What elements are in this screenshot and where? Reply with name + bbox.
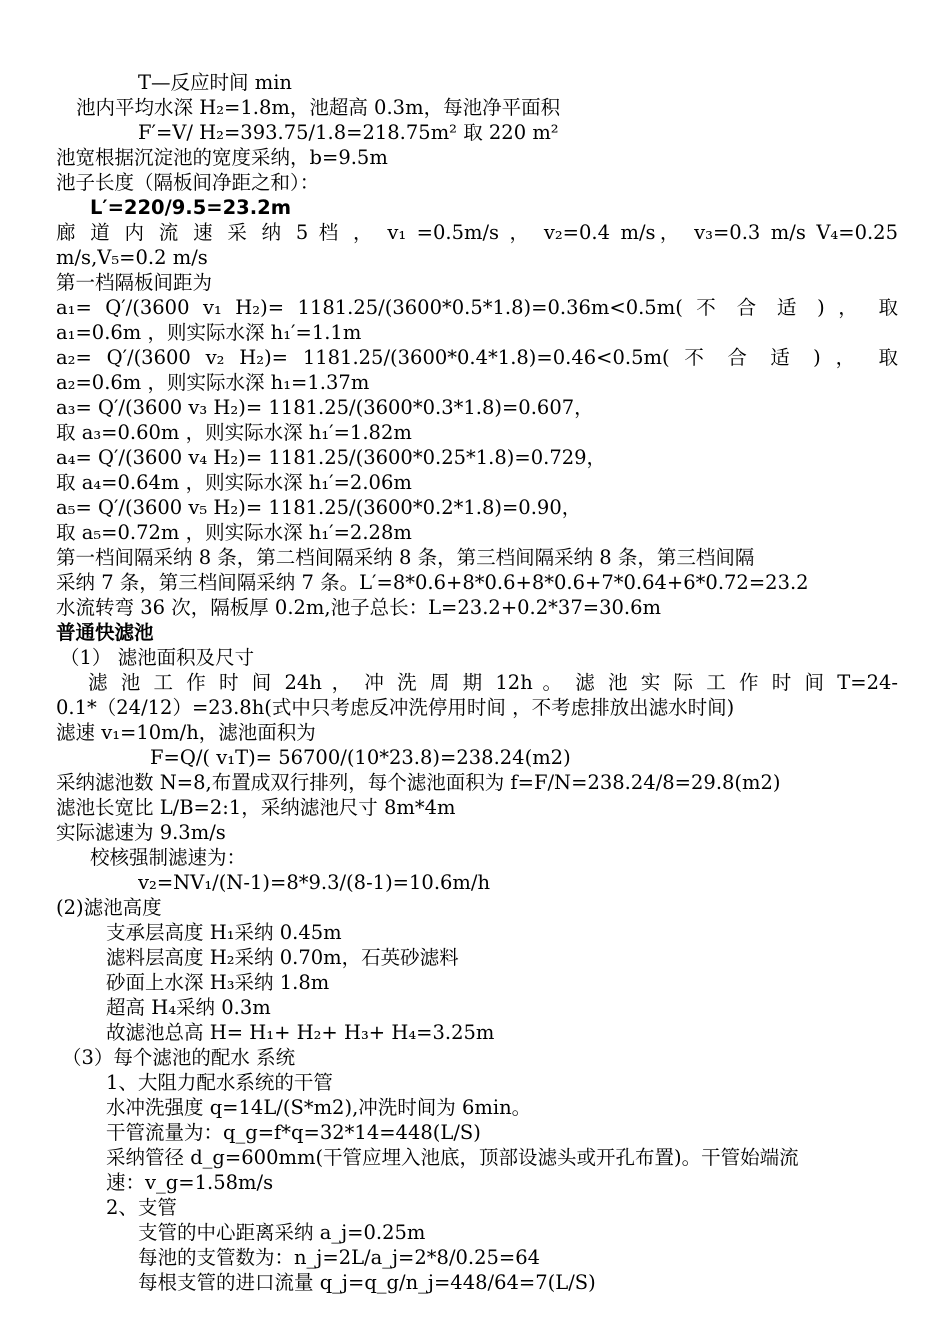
text-line: F′=V/ H₂=393.75/1.8=218.75m² 取 220 m² (138, 121, 559, 144)
section-heading: 普通快滤池 (56, 621, 154, 644)
formula-line: 取 a₃=0.60m ，则实际水深 h₁′=1.82m (56, 421, 412, 444)
text-line: 砂面上水深 H₃采纳 1.8m (106, 971, 330, 994)
text-line: 水冲洗强度 q=14L/(S*m2),冲洗时间为 6min。 (106, 1096, 532, 1119)
formula-line: a₃= Q′/(3600 v₃ H₂)= 1181.25/(3600*0.3*1.8)=0.607， (56, 396, 594, 419)
formula-line: 取 a₄=0.64m ，则实际水深 h₁′=2.06m (56, 471, 412, 494)
formula-line: a₂= Q′/(3600 v₂ H₂)= 1181.25/(3600*0.4*1.8)=0.46<0.5m( 不 合 适 ) ， 取 (56, 346, 898, 369)
formula-line: 每池的支管数为：n_j=2L/a_j=2*8/0.25=64 (138, 1246, 541, 1269)
text-line: 滤池长宽比 L/B=2:1，采纳滤池尺寸 8m*4m (56, 796, 456, 819)
text-line: 采纳 7 条，第三档间隔采纳 7 条。L′=8*0.6+8*0.6+8*0.6+7*0.64+6*0.72=23.2 (56, 571, 809, 594)
text-line: 廊 道 内 流 速 采 纳 5 档 ， v₁ =0.5m/s ， v₂=0.4 m/s， v₃=0.3 m/s V₄=0.25 (56, 221, 898, 244)
text-line: 池宽根据沉淀池的宽度采纳，b=9.5m (56, 146, 388, 169)
text-line: 第一档间隔采纳 8 条，第二档间隔采纳 8 条，第三档间隔采纳 8 条，第三档间隔 (56, 546, 755, 569)
text-line: 超高 H₄采纳 0.3m (106, 996, 271, 1019)
formula-line: a₁= Q′/(3600 v₁ H₂)= 1181.25/(3600*0.5*1.8)=0.36m<0.5m( 不 合 适 ) ， 取 (56, 296, 898, 319)
text-line: 池内平均水深 H₂=1.8m，池超高 0.3m，每池净平面积 (76, 96, 561, 119)
text-line: T—反应时间 min (138, 71, 292, 94)
text-line: 校核强制滤速为： (90, 846, 247, 869)
text-line: 2、支管 (106, 1196, 177, 1219)
subsection-heading: （3）每个滤池的配水 系统 (62, 1046, 296, 1069)
formula-line: 取 a₅=0.72m ，则实际水深 h₁′=2.28m (56, 521, 412, 544)
formula-line: F=Q/( v₁T)= 56700/(10*23.8)=238.24(m2) (150, 746, 571, 769)
text-line: 支承层高度 H₁采纳 0.45m (106, 921, 342, 944)
text-line: 0.1*（24/12）=23.8h(式中只考虑反冲洗停用时间 ，不考虑排放出滤水时间) (56, 696, 735, 719)
text-line: m/s,V₅=0.2 m/s (56, 246, 208, 269)
text-line: 池子长度（隔板间净距之和）： (56, 171, 320, 194)
text-line: 滤料层高度 H₂采纳 0.70m，石英砂滤料 (106, 946, 459, 969)
formula-line: 每根支管的进口流量 q_j=q_g/n_j=448/64=7(L/S) (138, 1271, 596, 1294)
text-line: 采纳管径 d_g=600mm(干管应埋入池底，顶部设滤头或开孔布置)。干管始端流 (106, 1146, 799, 1169)
text-line: 采纳滤池数 N=8,布置成双行排列，每个滤池面积为 f=F/N=238.24/8=29.8(m2) (56, 771, 781, 794)
formula-line: L′=220/9.5=23.2m (90, 196, 292, 219)
formula-line: 干管流量为：q_g=f*q=32*14=448(L/S) (106, 1121, 481, 1144)
formula-line: a₄= Q′/(3600 v₄ H₂)= 1181.25/(3600*0.25*1.8)=0.729， (56, 446, 607, 469)
formula-line: a₅= Q′/(3600 v₅ H₂)= 1181.25/(3600*0.2*1.8)=0.90， (56, 496, 582, 519)
text-line: 速：v_g=1.58m/s (106, 1171, 274, 1194)
formula-line: v₂=NV₁/(N-1)=8*9.3/(8-1)=10.6m/h (138, 871, 491, 894)
text-line: 第一档隔板间距为 (56, 271, 213, 294)
subsection-heading: （1） 滤池面积及尺寸 (60, 646, 255, 669)
formula-line: 支管的中心距离采纳 a_j=0.25m (138, 1221, 426, 1244)
text-line: 实际滤速为 9.3m/s (56, 821, 226, 844)
formula-line: a₂=0.6m ，则实际水深 h₁=1.37m (56, 371, 370, 394)
text-line: 滤 池 工 作 时 间 24h ， 冲 洗 周 期 12h 。 滤 池 实 际 工 作 时 间 T=24- (88, 671, 898, 694)
formula-line: a₁=0.6m ，则实际水深 h₁′=1.1m (56, 321, 362, 344)
subsection-heading: (2)滤池高度 (56, 896, 162, 919)
text-line: 水流转弯 36 次，隔板厚 0.2m,池子总长：L=23.2+0.2*37=30.6m (56, 596, 661, 619)
text-line: 滤速 v₁=10m/h，滤池面积为 (56, 721, 316, 744)
formula-line: 故滤池总高 H= H₁+ H₂+ H₃+ H₄=3.25m (106, 1021, 495, 1044)
text-line: 1、大阻力配水系统的干管 (106, 1071, 333, 1094)
